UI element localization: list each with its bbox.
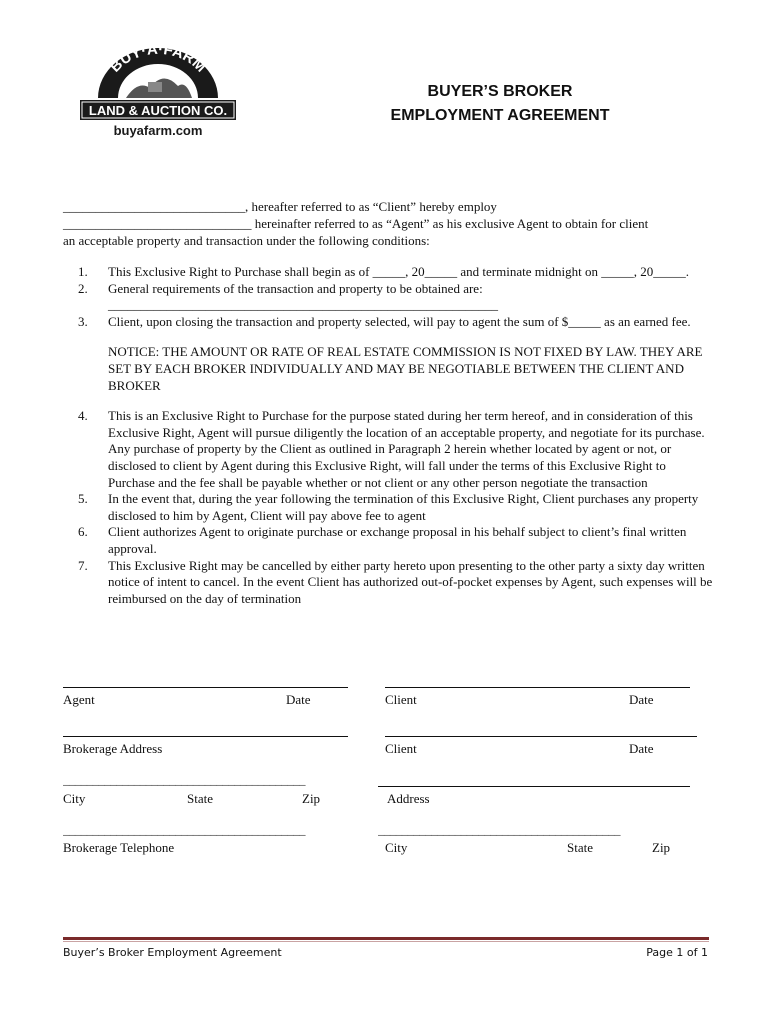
client-zip-label: Zip bbox=[652, 840, 671, 855]
logo-website: buyafarm.com bbox=[113, 123, 203, 138]
address-line[interactable] bbox=[378, 786, 690, 787]
list-item bbox=[78, 491, 714, 524]
list-item bbox=[78, 281, 714, 314]
footer-rule-thin bbox=[63, 941, 709, 942]
agent-label: Agent bbox=[63, 692, 95, 707]
item-number: 1. bbox=[78, 264, 88, 279]
list-item bbox=[78, 524, 714, 557]
list-item bbox=[78, 558, 714, 608]
client-label: Client bbox=[385, 692, 417, 707]
brokerage-address-label: Brokerage Address bbox=[63, 741, 163, 756]
client-city-line[interactable]: _________________________________________ bbox=[378, 822, 620, 837]
list-item bbox=[78, 264, 714, 281]
item-number: 7. bbox=[78, 557, 88, 573]
item-number: 4. bbox=[78, 408, 88, 424]
svg-text:BUY·A·FARM: BUY·A·FARM bbox=[106, 40, 210, 76]
client-date-label: Date bbox=[629, 692, 654, 707]
brokerage-telephone-label: Brokerage Telephone bbox=[63, 840, 175, 855]
list-item bbox=[78, 408, 714, 491]
client-city-label: City bbox=[385, 840, 408, 855]
item-text: Client authorizes Agent to originate purchase or exchange proposal in his behalf subject to client’s final written approval. bbox=[108, 524, 687, 556]
item-number: 5. bbox=[78, 491, 88, 507]
page-number: Page 1 of 1 bbox=[646, 946, 708, 959]
buy-a-farm-logo bbox=[78, 40, 238, 140]
brokerage-address-line[interactable] bbox=[63, 736, 348, 737]
intro-line-1: ____________________________, hereafter referred to as “Client” hereby employ bbox=[63, 199, 497, 214]
item-number: 6. bbox=[78, 524, 88, 540]
item-text: General requirements of the transaction and property to be obtained are: ____________________________________________________________ bbox=[108, 280, 498, 313]
intro-line-3: an acceptable property and transaction under the following conditions: bbox=[63, 233, 430, 248]
city-state-zip-line[interactable]: _________________________________________ bbox=[63, 772, 305, 787]
agent-signature-line[interactable] bbox=[63, 687, 348, 688]
item-text: This Exclusive Right to Purchase shall begin as of _____, 20_____ and terminate midnight on _____, 20_____. bbox=[108, 264, 689, 279]
commission-notice: NOTICE: THE AMOUNT OR RATE OF REAL ESTATE COMMISSION IS NOT FIXED BY LAW. THEY ARE SET BY EACH BROKER INDIVIDUALLY AND MAY BE NEGOTIABLE BETWEEN THE CLIENT AND BROKER bbox=[108, 344, 703, 393]
agent-date-label: Date bbox=[286, 692, 311, 707]
title-line-1: BUYER’S BROKER bbox=[427, 83, 573, 100]
state-label: State bbox=[187, 791, 213, 806]
client2-signature-line[interactable] bbox=[385, 736, 697, 737]
city-label: City bbox=[63, 791, 86, 806]
footer-title: Buyer’s Broker Employment Agreement bbox=[63, 946, 282, 959]
item-number: 3. bbox=[78, 313, 88, 329]
item-number: 2. bbox=[78, 280, 88, 296]
item-text: This Exclusive Right may be cancelled by either party hereto upon presenting to the other party a sixty day written notice of intent to cancel. In the event Client has authorized out-of-pocket expenses by Agent, such expenses will be reimbursed on the day of termination bbox=[108, 557, 713, 606]
client-signature-line[interactable] bbox=[385, 687, 690, 688]
zip-label: Zip bbox=[302, 791, 321, 806]
item-text: Client, upon closing the transaction and property selected, will pay to agent the sum of $_____ as an earned fee. bbox=[108, 313, 691, 329]
client-state-label: State bbox=[567, 840, 593, 855]
title-line-2: EMPLOYMENT AGREEMENT bbox=[390, 107, 610, 124]
intro-line-2: _____________________________ hereinafter referred to as “Agent” as his exclusive Agent to obtain for client bbox=[63, 216, 649, 231]
address-label: Address bbox=[387, 791, 430, 806]
brokerage-telephone-line[interactable]: _________________________________________ bbox=[63, 822, 305, 837]
footer-rule bbox=[63, 937, 709, 940]
logo-banner-text: LAND & AUCTION CO. bbox=[88, 103, 228, 118]
client2-label: Client bbox=[385, 741, 417, 756]
item-text: In the event that, during the year following the termination of this Exclusive Right, Client purchases any property disclosed to him by Agent, Client will pay above fee to agent bbox=[108, 491, 699, 523]
list-item bbox=[78, 314, 714, 331]
conditions-list bbox=[78, 264, 714, 607]
intro-paragraph bbox=[63, 198, 713, 249]
item-text: This is an Exclusive Right to Purchase for the purpose stated during her term hereof, and in consideration of this Exclusive Right, Agent will pursue diligently the location of an acceptable property, and negotiate for its purchase. Any purchase of property by the Client as outlined in Paragraph 2 herein whether located by agent or not, or disclosed to client by Agent during this Exclusive Right, will fall under the terms of this Exclusive Right to Purchase and the fee shall be payable whether or not client or any other person negotiate the transaction bbox=[108, 408, 705, 490]
client2-date-label: Date bbox=[629, 741, 654, 756]
document-title bbox=[370, 80, 630, 128]
